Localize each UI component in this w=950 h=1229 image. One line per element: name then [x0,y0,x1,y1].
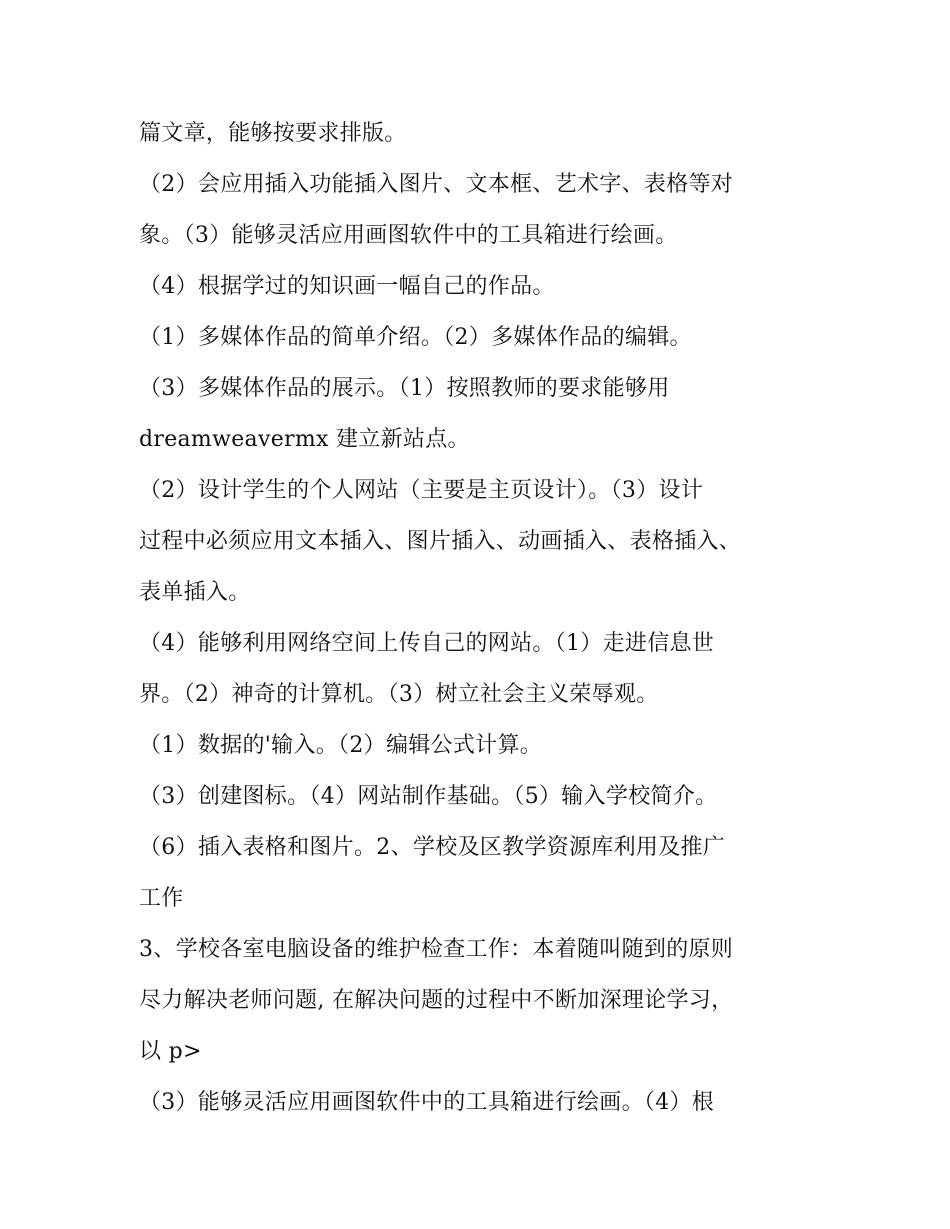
text-line: （3）能够灵活应用画图软件中的工具箱进行绘画。（4）根 [139,1090,715,1115]
text-line: （3）创建图标。（4）网站制作基础。（5）输入学校简介。 [139,784,718,809]
text-line: 过程中必须应用文本插入、图片插入、动画插入、表格插入、 [139,529,742,554]
text-line: 以 p> [139,1039,202,1064]
text-line: （1）多媒体作品的简单介绍。（2）多媒体作品的编辑。 [139,325,692,350]
text-line: （4）能够利用网络空间上传自己的网站。（1）走进信息世 [139,631,715,656]
text-line: 象。（3）能够灵活应用画图软件中的工具箱进行绘画。 [139,223,678,248]
text-line: （4）根据学过的知识画一幅自己的作品。 [139,274,555,299]
text-line: 3、学校各室电脑设备的维护检查工作：本着随叫随到的原则 [139,937,734,962]
text-line: 表单插入。 [139,580,251,605]
text-line: （2）设计学生的个人网站（主要是主页设计）。（3）设计 [139,478,704,503]
text-line: （6）插入表格和图片。2、学校及区教学资源库利用及推广 [139,835,726,860]
text-line: （2）会应用插入功能插入图片、文本框、艺术字、表格等对 [139,172,734,197]
text-line: （3）多媒体作品的展示。（1）按照教师的要求能够用 [139,376,670,401]
text-line: 工作 [139,886,184,911]
text-line: dreamweavermx 建立新站点。 [139,427,470,452]
text-line: 尽力解决老师问题, 在解决问题的过程中不断加深理论学习， [139,988,734,1013]
text-line: 界。（2）神奇的计算机。（3）树立社会主义荣辱观。 [139,682,659,707]
document-body [139,108,819,1128]
text-line: 篇文章，能够按要求排版。 [139,121,407,146]
text-line: （1）数据的'输入。（2）编辑公式计算。 [139,733,543,758]
